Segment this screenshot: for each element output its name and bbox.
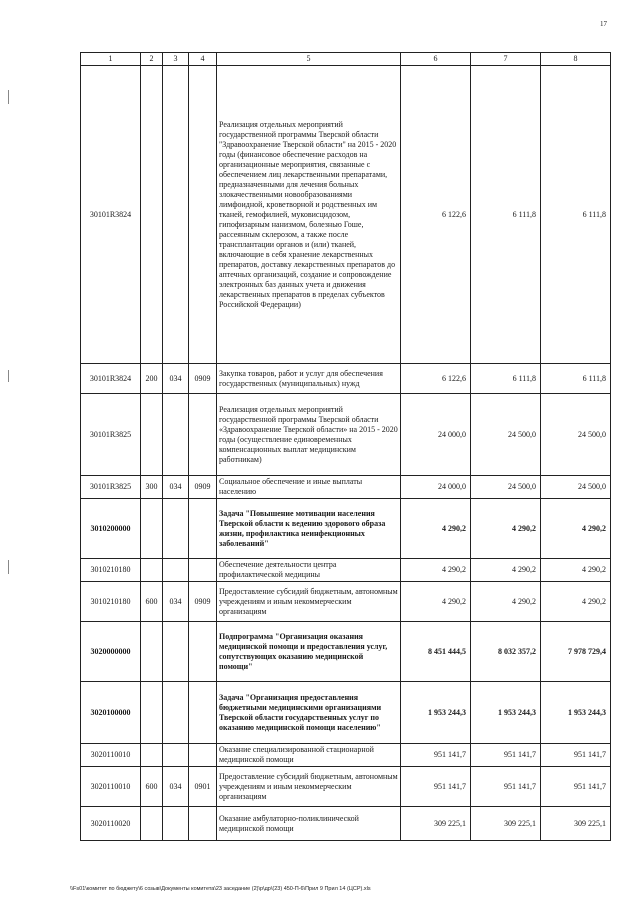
amount-2018-cell: 8 451 444,5 [401, 622, 471, 682]
description-cell: Реализация отдельных мероприятий государственной программы Тверской области «Здравоохранение Тверской области» на 2015 - 2020 годы (осуществление единовременных компенсационных выплат медицинским работникам) [217, 394, 401, 476]
section-cell [189, 394, 217, 476]
kvr-cell [141, 807, 163, 841]
amount-2020-cell: 4 290,2 [541, 559, 611, 582]
kvr-cell [141, 744, 163, 767]
description-cell: Задача "Повышение мотивации населения Тверской области к ведению здорового образа жизни, профилактика неинфекционных заболеваний" [217, 499, 401, 559]
amount-2018-cell: 24 000,0 [401, 476, 471, 499]
amount-2018-cell: 6 122,6 [401, 364, 471, 394]
header-cell: 1 [81, 53, 141, 66]
amount-2019-cell: 24 500,0 [471, 394, 541, 476]
code-cell: 3020110020 [81, 807, 141, 841]
grbs-cell [163, 682, 189, 744]
table-row [81, 364, 611, 394]
kvr-cell: 600 [141, 582, 163, 622]
description-cell: Обеспечение деятельности центра профилактической медицины [217, 559, 401, 582]
amount-2020-cell: 951 141,7 [541, 767, 611, 807]
amount-2018-cell: 4 290,2 [401, 499, 471, 559]
amount-2018-cell: 951 141,7 [401, 767, 471, 807]
amount-2018-cell: 1 953 244,3 [401, 682, 471, 744]
amount-2019-cell: 4 290,2 [471, 499, 541, 559]
description-cell: Предоставление субсидий бюджетным, автономным учреждениям и иным некоммерческим организациям [217, 767, 401, 807]
code-cell: 3010210180 [81, 582, 141, 622]
amount-2019-cell: 309 225,1 [471, 807, 541, 841]
code-cell: 30101R3824 [81, 66, 141, 364]
amount-2019-cell: 4 290,2 [471, 559, 541, 582]
kvr-cell [141, 622, 163, 682]
header-cell: 4 [189, 53, 217, 66]
grbs-cell [163, 499, 189, 559]
binding-mark [8, 560, 9, 574]
header-cell: 5 [217, 53, 401, 66]
table-row [81, 476, 611, 499]
table-row [81, 807, 611, 841]
description-cell: Оказание специализированной стационарной медицинской помощи [217, 744, 401, 767]
grbs-cell: 034 [163, 582, 189, 622]
amount-2018-cell: 309 225,1 [401, 807, 471, 841]
section-cell [189, 559, 217, 582]
description-cell: Оказание амбулаторно-поликлинической медицинской помощи [217, 807, 401, 841]
section-cell: 0909 [189, 476, 217, 499]
table-row [81, 499, 611, 559]
description-cell: Социальное обеспечение и иные выплаты населению [217, 476, 401, 499]
amount-2019-cell: 1 953 244,3 [471, 682, 541, 744]
table-row [81, 744, 611, 767]
section-cell [189, 66, 217, 364]
header-cell: 6 [401, 53, 471, 66]
grbs-cell [163, 559, 189, 582]
amount-2019-cell: 8 032 357,2 [471, 622, 541, 682]
code-cell: 30101R3824 [81, 364, 141, 394]
code-cell: 3010210180 [81, 559, 141, 582]
table-row [81, 582, 611, 622]
amount-2018-cell: 24 000,0 [401, 394, 471, 476]
file-path-footer: \\Fs01\комитет по бюджету\6 созыв\Документы комитета\23 заседание (2)\р\др\(23) 450-П-6\Прил 9 Прил 14 (ЦСР).xls [70, 886, 371, 892]
section-cell [189, 682, 217, 744]
table-row [81, 622, 611, 682]
section-cell: 0901 [189, 767, 217, 807]
table-row [81, 394, 611, 476]
code-cell: 30101R3825 [81, 476, 141, 499]
code-cell: 30101R3825 [81, 394, 141, 476]
grbs-cell [163, 394, 189, 476]
kvr-cell: 300 [141, 476, 163, 499]
binding-mark [8, 90, 9, 104]
amount-2018-cell: 6 122,6 [401, 66, 471, 364]
grbs-cell [163, 807, 189, 841]
header-row [81, 53, 611, 66]
amount-2018-cell: 4 290,2 [401, 559, 471, 582]
code-cell: 3020000000 [81, 622, 141, 682]
amount-2020-cell: 24 500,0 [541, 476, 611, 499]
amount-2020-cell: 6 111,8 [541, 364, 611, 394]
description-cell: Закупка товаров, работ и услуг для обеспечения государственных (муниципальных) нужд [217, 364, 401, 394]
amount-2019-cell: 24 500,0 [471, 476, 541, 499]
code-cell: 3020110010 [81, 767, 141, 807]
amount-2020-cell: 4 290,2 [541, 499, 611, 559]
code-cell: 3010200000 [81, 499, 141, 559]
table-row [81, 66, 611, 364]
description-cell: Задача "Организация предоставления бюджетными медицинскими организациями Тверской области государственных услуг по оказанию медицинской помощи населению" [217, 682, 401, 744]
grbs-cell [163, 622, 189, 682]
amount-2020-cell: 24 500,0 [541, 394, 611, 476]
amount-2018-cell: 951 141,7 [401, 744, 471, 767]
section-cell [189, 744, 217, 767]
amount-2019-cell: 951 141,7 [471, 767, 541, 807]
grbs-cell: 034 [163, 476, 189, 499]
code-cell: 3020110010 [81, 744, 141, 767]
description-cell: Подпрограмма "Организация оказания медицинской помощи и предоставления услуг, сопутствующих оказанию медицинской помощи" [217, 622, 401, 682]
table-row [81, 559, 611, 582]
amount-2018-cell: 4 290,2 [401, 582, 471, 622]
kvr-cell: 200 [141, 364, 163, 394]
amount-2020-cell: 6 111,8 [541, 66, 611, 364]
kvr-cell [141, 559, 163, 582]
grbs-cell [163, 66, 189, 364]
kvr-cell [141, 682, 163, 744]
amount-2019-cell: 6 111,8 [471, 364, 541, 394]
table-row [81, 682, 611, 744]
header-cell: 7 [471, 53, 541, 66]
header-cell: 3 [163, 53, 189, 66]
section-cell [189, 807, 217, 841]
amount-2020-cell: 309 225,1 [541, 807, 611, 841]
amount-2020-cell: 951 141,7 [541, 744, 611, 767]
kvr-cell [141, 66, 163, 364]
table-row [81, 767, 611, 807]
kvr-cell: 600 [141, 767, 163, 807]
header-cell: 2 [141, 53, 163, 66]
section-cell: 0909 [189, 582, 217, 622]
description-cell: Предоставление субсидий бюджетным, автономным учреждениям и иным некоммерческим организациям [217, 582, 401, 622]
amount-2019-cell: 6 111,8 [471, 66, 541, 364]
binding-mark [8, 370, 9, 382]
section-cell [189, 499, 217, 559]
header-cell: 8 [541, 53, 611, 66]
description-cell: Реализация отдельных мероприятий государственной программы Тверской области "Здравоохранение Тверской области" на 2015 - 2020 годы (финансовое обеспечение расходов на организационные мероприятия, связанные с обеспечением лиц лекарственными препаратами, предназначенными для лечения больных злокачественными новообразованиями лимфоидной, кроветворной и родственных им тканей, гемофилией, муковисцидозом, гипофизарным нанизмом, болезнью Гоше, рассеянным склерозом, а также после трансплантации органов и (или) тканей, включающие в себя хранение лекарственных препаратов, доставку лекарственных препаратов до аптечных организаций, создание и сопровождение электронных баз данных учета и движения лекарственных препаратов в пределах субъектов Российской Федерации) [217, 66, 401, 364]
section-cell [189, 622, 217, 682]
amount-2019-cell: 4 290,2 [471, 582, 541, 622]
kvr-cell [141, 394, 163, 476]
grbs-cell: 034 [163, 364, 189, 394]
amount-2020-cell: 7 978 729,4 [541, 622, 611, 682]
budget-table [80, 52, 611, 841]
page-number: 17 [600, 20, 607, 28]
code-cell: 3020100000 [81, 682, 141, 744]
amount-2020-cell: 1 953 244,3 [541, 682, 611, 744]
grbs-cell: 034 [163, 767, 189, 807]
amount-2019-cell: 951 141,7 [471, 744, 541, 767]
kvr-cell [141, 499, 163, 559]
section-cell: 0909 [189, 364, 217, 394]
grbs-cell [163, 744, 189, 767]
amount-2020-cell: 4 290,2 [541, 582, 611, 622]
